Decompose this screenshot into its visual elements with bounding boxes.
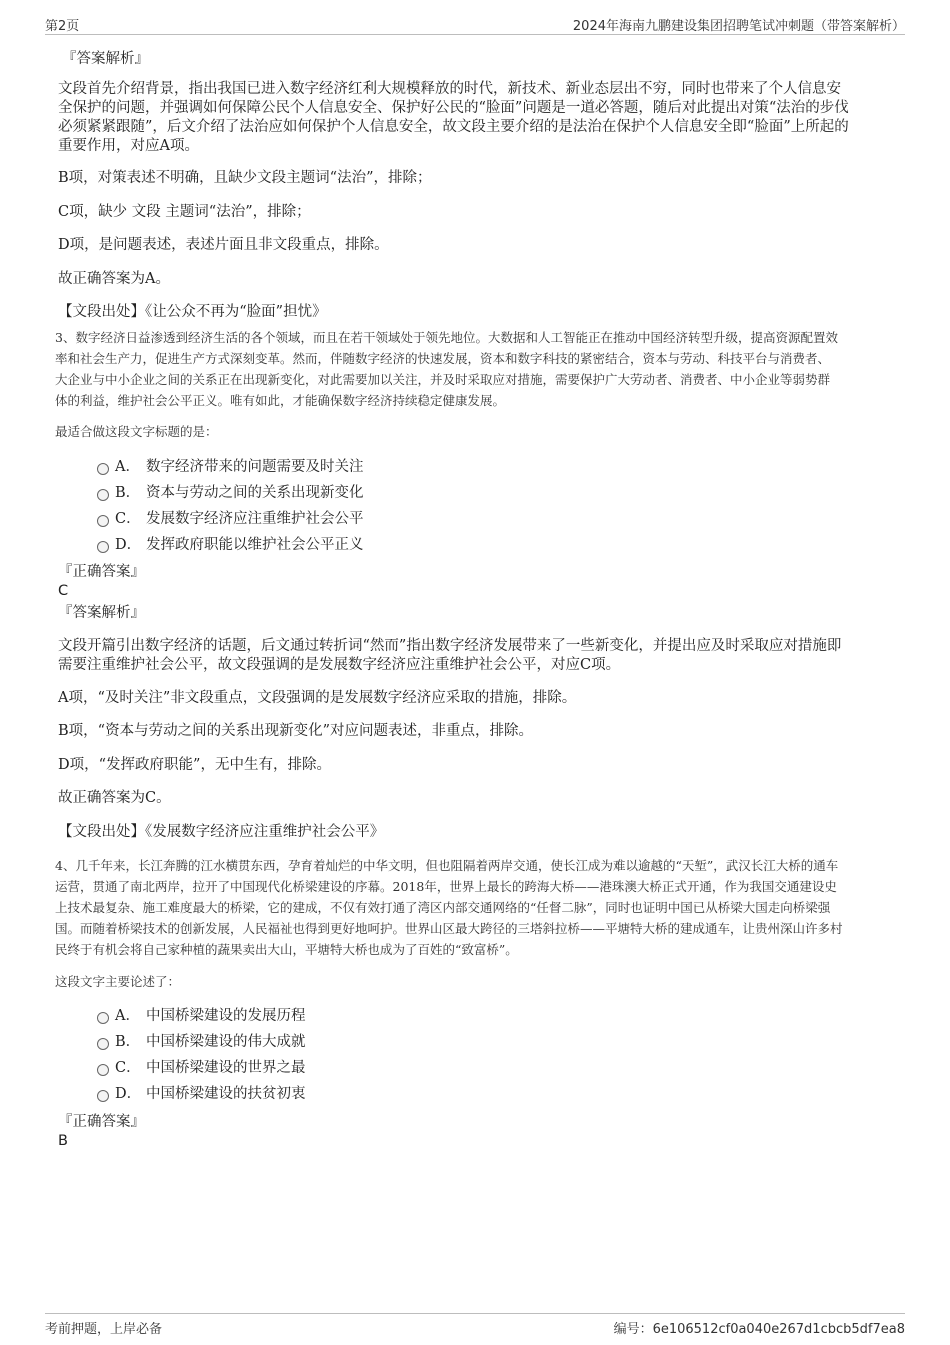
q3-analysis-heading: 『答案解析』 (58, 605, 145, 621)
radio-icon[interactable] (97, 489, 109, 501)
option-text: 发展数字经济应注重维护社会公平 (146, 511, 364, 527)
radio-icon[interactable] (97, 1012, 109, 1024)
stem-line: 民终于有机会将自己家种植的蔬果卖出大山，平塘特大桥也成为了百姓的“致富桥”。 (55, 942, 518, 957)
q2-source: 【文段出处】《让公众不再为“脸面”担忧》 (58, 304, 327, 320)
option-text: 中国桥梁建设的伟大成就 (146, 1034, 306, 1050)
radio-icon[interactable] (97, 1038, 109, 1050)
q4-option-b[interactable] (0, 1033, 950, 1053)
option-text: 发挥政府职能以维护社会公平正义 (146, 537, 364, 553)
q3-source: 【文段出处】《发展数字经济应注重维护社会公平》 (58, 824, 385, 840)
q4-question: 这段文字主要论述了： (55, 974, 181, 989)
q3-answer-heading: 『正确答案』 (58, 564, 145, 580)
q2-analysis-paragraph (58, 80, 888, 156)
stem-line: 大企业与中小企业之间的关系正在出现新变化，对此需要加以关注，并及时采取应对措施，需要保护广大劳动者、消费者、中小企业等弱势群 (55, 372, 831, 387)
stem-line: 4、几千年来，长江奔腾的江水横贯东西，孕育着灿烂的中华文明，但也阻隔着两岸交通，使长江成为难以逾越的“天堑”，武汉长江大桥的通车 (55, 858, 839, 873)
q3-option-a[interactable] (0, 458, 950, 478)
option-label: A． (115, 459, 140, 475)
page-footer (45, 1313, 905, 1336)
q3-option-d-note: D项，“发挥政府职能”，无中生有，排除。 (58, 757, 331, 773)
q2-conclusion: 故正确答案为A。 (58, 271, 170, 287)
q3-conclusion: 故正确答案为C。 (58, 790, 171, 806)
page-header (45, 12, 905, 35)
radio-icon[interactable] (97, 515, 109, 527)
option-text: 资本与劳动之间的关系出现新变化 (146, 485, 364, 501)
paragraph-line: 需要注重维护社会公平，故文段强调的是发展数字经济应注重维护社会公平，对应C项。 (58, 657, 621, 673)
stem-line: 3、数字经济日益渗透到经济生活的各个领域，而且在若干领域处于领先地位。大数据和人工智能正在推动中国经济转型升级，提高资源配置效 (55, 330, 838, 345)
q4-stem (55, 855, 905, 960)
q4-answer-heading: 『正确答案』 (58, 1114, 145, 1130)
q2-option-b-note: B项，对策表述不明确，且缺少文段主题词“法治”，排除； (58, 170, 432, 186)
footer-slogan: 考前押题，上岸必备 (45, 1322, 163, 1337)
q4-option-c[interactable] (0, 1059, 950, 1079)
option-label: C． (115, 1060, 141, 1076)
radio-icon[interactable] (97, 1064, 109, 1076)
option-label: B． (115, 485, 141, 501)
stem-line: 国。而随着桥梁技术的创新发展，人民福祉也得到更好地呵护。世界山区最大跨径的三塔斜拉桥——平塘特大桥的建成通车，让贵州深山许多村 (55, 921, 843, 936)
paragraph-line: 重要作用，对应A项。 (58, 138, 199, 154)
q3-answer: C (58, 583, 69, 599)
radio-icon[interactable] (97, 463, 109, 475)
stem-line: 上技术最复杂、施工难度最大的桥梁，它的建成，不仅有效打通了湾区内部交通网络的“任督二脉”，同时也证明中国已从桥梁大国走向桥梁强 (55, 900, 831, 915)
option-label: D． (115, 1086, 142, 1102)
q2-option-d-note: D项，是问题表述，表述片面且非文段重点，排除。 (58, 237, 389, 253)
q3-analysis-paragraph (58, 637, 888, 675)
q3-question: 最适合做这段文字标题的是： (55, 424, 218, 439)
option-label: A． (115, 1008, 140, 1024)
document-title: 2024年海南九鹏建设集团招聘笔试冲刺题（带答案解析） (572, 19, 905, 34)
q4-option-a[interactable] (0, 1007, 950, 1027)
paragraph-line: 全保护的问题，并强调如何保障公民个人信息安全、保护好公民的“脸面”问题是一道必答题，随后对此提出对策“法治的步伐 (58, 100, 849, 116)
option-text: 中国桥梁建设的发展历程 (146, 1008, 306, 1024)
option-label: B． (115, 1034, 141, 1050)
q3-option-a-note: A项，“及时关注”非文段重点，文段强调的是发展数字经济应采取的措施，排除。 (58, 690, 577, 706)
q2-option-c-note: C项，缺少 文段 主题词“法治”，排除； (58, 204, 311, 220)
q3-stem (55, 327, 905, 411)
option-text: 中国桥梁建设的世界之最 (146, 1060, 306, 1076)
radio-icon[interactable] (97, 541, 109, 553)
q4-answer: B (58, 1133, 68, 1149)
paragraph-line: 文段首先介绍背景，指出我国已进入数字经济红利大规模释放的时代，新技术、新业态层出不穷，同时也带来了个人信息安 (58, 81, 841, 97)
q4-option-d[interactable] (0, 1085, 950, 1105)
document-id: 编号：6e106512cf0a040e267d1cbcb5df7ea8 (613, 1322, 905, 1337)
radio-icon[interactable] (97, 1090, 109, 1102)
option-text: 中国桥梁建设的扶贫初衷 (146, 1086, 306, 1102)
option-text: 数字经济带来的问题需要及时关注 (146, 459, 364, 475)
option-label: C． (115, 511, 141, 527)
page-number: 第2页 (45, 19, 80, 34)
q2-analysis-heading: 『答案解析』 (62, 51, 149, 67)
paragraph-line: 文段开篇引出数字经济的话题，后文通过转折词“然而”指出数字经济发展带来了一些新变化，并提出应及时采取应对措施即 (58, 638, 842, 654)
option-label: D． (115, 537, 142, 553)
stem-line: 率和社会生产力，促进生产方式深刻变革。然而，伴随数字经济的快速发展，资本和数字科技的紧密结合，资本与劳动、科技平台与消费者、 (55, 351, 831, 366)
stem-line: 体的利益，维护社会公平正义。唯有如此，才能确保数字经济持续稳定健康发展。 (55, 393, 506, 408)
paragraph-line: 必须紧紧跟随”，后文介绍了法治应如何保护个人信息安全，故文段主要介绍的是法治在保护个人信息安全即“脸面”上所起的 (58, 119, 849, 135)
q3-option-d[interactable] (0, 536, 950, 556)
stem-line: 运营，贯通了南北两岸，拉开了中国现代化桥梁建设的序幕。2018年，世界上最长的跨海大桥——港珠澳大桥正式开通，作为我国交通建设史 (55, 879, 837, 894)
q3-option-c[interactable] (0, 510, 950, 530)
q3-option-b[interactable] (0, 484, 950, 504)
q3-option-b-note: B项，“资本与劳动之间的关系出现新变化”对应问题表述，非重点，排除。 (58, 723, 533, 739)
